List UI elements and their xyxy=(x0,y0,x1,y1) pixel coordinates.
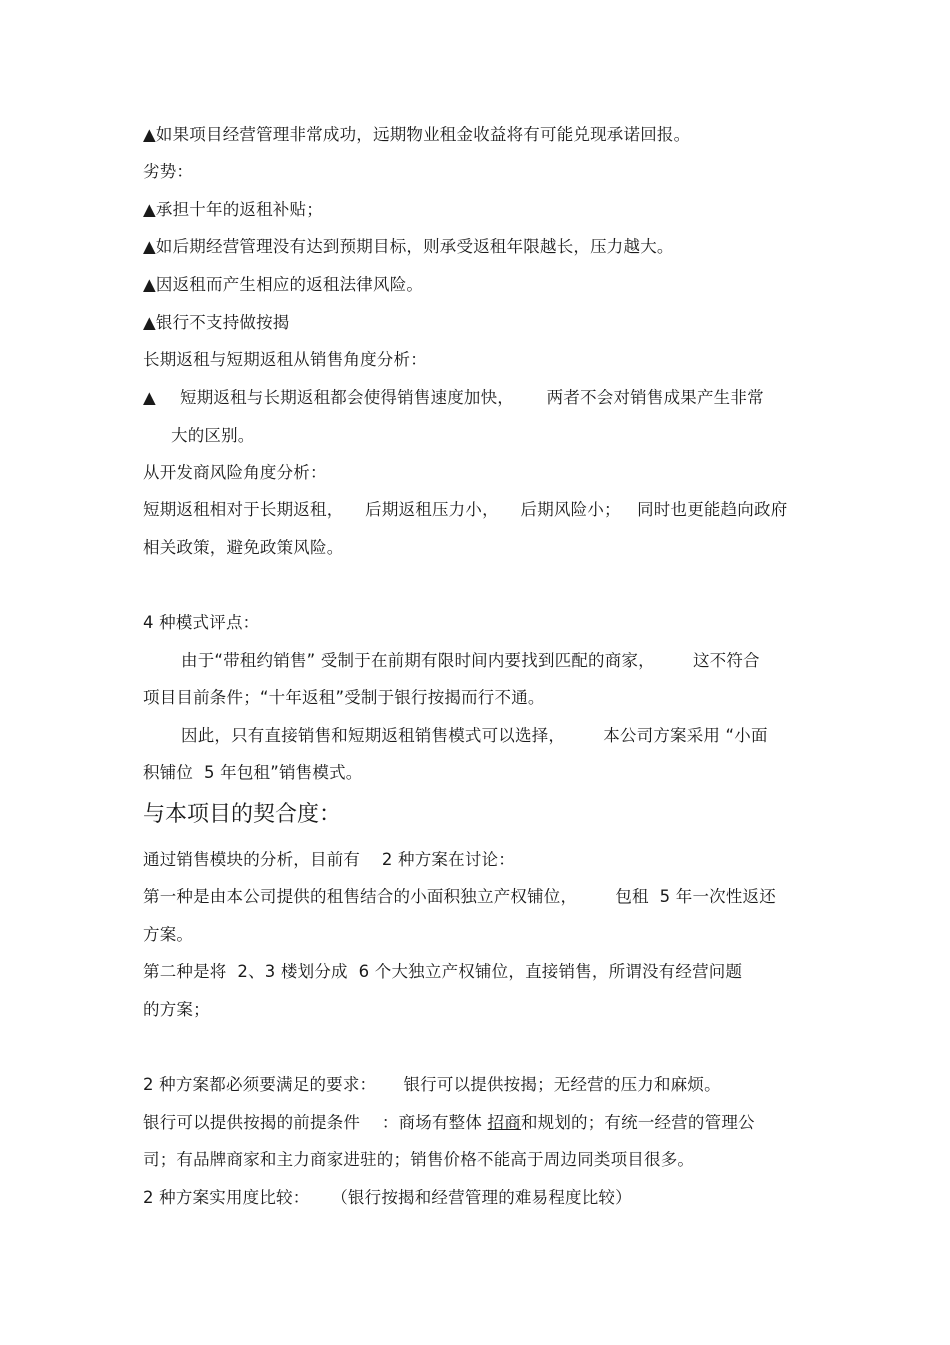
mortgage-conditions-post: 和规划的；有统一经营的管理公 xyxy=(520,1113,755,1132)
mortgage-conditions-pre: 银行可以提供按揭的前提条件 ：商场有整体 xyxy=(143,1113,488,1132)
developer-risk-text: 短期返租相对于长期返租， 后期返租压力小， 后期风险小； 同时也更能趋向政府 xyxy=(143,500,788,519)
sales-analysis-text: 短期返租与长期返租都会使得销售速度加快， 两者不会对销售成果产生非常 xyxy=(180,388,764,407)
plan-two: 第二种是将 2、3 楼划分成 6 个大独立产权铺位，直接销售，所谓没有经营问题 xyxy=(143,962,743,981)
bullet-triangle-icon: ▲ xyxy=(143,388,156,407)
developer-risk-heading: 从开发商风险角度分析： xyxy=(143,463,327,482)
disadvantage-item-4: ▲银行不支持做按揭 xyxy=(143,313,290,332)
investment-link[interactable]: 招商 xyxy=(487,1113,521,1132)
disadvantage-item-3: ▲因返租而产生相应的返租法律风险。 xyxy=(143,275,424,294)
four-modes-paragraph-1-cont: 项目目前条件；“十年返租”受制于银行按揭而行不通。 xyxy=(143,688,545,707)
four-modes-paragraph-1: 由于“带租约销售” 受制于在前期有限时间内要找到匹配的商家， 这不符合 xyxy=(181,651,760,670)
section-heading-fit: 与本项目的契合度： xyxy=(143,802,342,827)
plan-one: 第一种是由本公司提供的租售结合的小面积独立产权铺位， 包租 5 年一次性返还 xyxy=(143,887,776,906)
four-modes-paragraph-2: 因此，只有直接销售和短期返租销售模式可以选择， 本公司方案采用 “小面 xyxy=(181,726,768,745)
requirements-line: 2 种方案都必须要满足的要求： 银行可以提供按揭；无经营的压力和麻烦。 xyxy=(143,1075,721,1094)
developer-risk-text-cont: 相关政策，避免政策风险。 xyxy=(143,538,344,557)
disadvantage-heading: 劣势： xyxy=(143,162,194,181)
comparison-line: 2 种方案实用度比较： （银行按揭和经营管理的难易程度比较） xyxy=(143,1188,632,1207)
four-modes-heading: 4 种模式评点： xyxy=(143,613,260,632)
mortgage-conditions-cont: 司；有品牌商家和主力商家进驻的；销售价格不能高于周边同类项目很多。 xyxy=(143,1150,695,1169)
plan-two-cont: 的方案； xyxy=(143,1000,210,1019)
sales-analysis-heading: 长期返租与短期返租从销售角度分析： xyxy=(143,350,427,369)
plans-intro: 通过销售模块的分析，目前有 2 种方案在讨论： xyxy=(143,850,515,869)
advantage-line: ▲如果项目经营管理非常成功，远期物业租金收益将有可能兑现承诺回报。 xyxy=(143,125,691,144)
four-modes-paragraph-2-cont: 积铺位 5 年包租”销售模式。 xyxy=(143,763,363,782)
mortgage-conditions-line xyxy=(143,1112,755,1134)
disadvantage-item-2: ▲如后期经营管理没有达到预期目标，则承受返租年限越长，压力越大。 xyxy=(143,237,674,256)
plan-one-cont: 方案。 xyxy=(143,925,194,944)
sales-analysis-text-cont: 大的区别。 xyxy=(171,426,255,445)
disadvantage-item-1: ▲承担十年的返租补贴； xyxy=(143,200,323,219)
